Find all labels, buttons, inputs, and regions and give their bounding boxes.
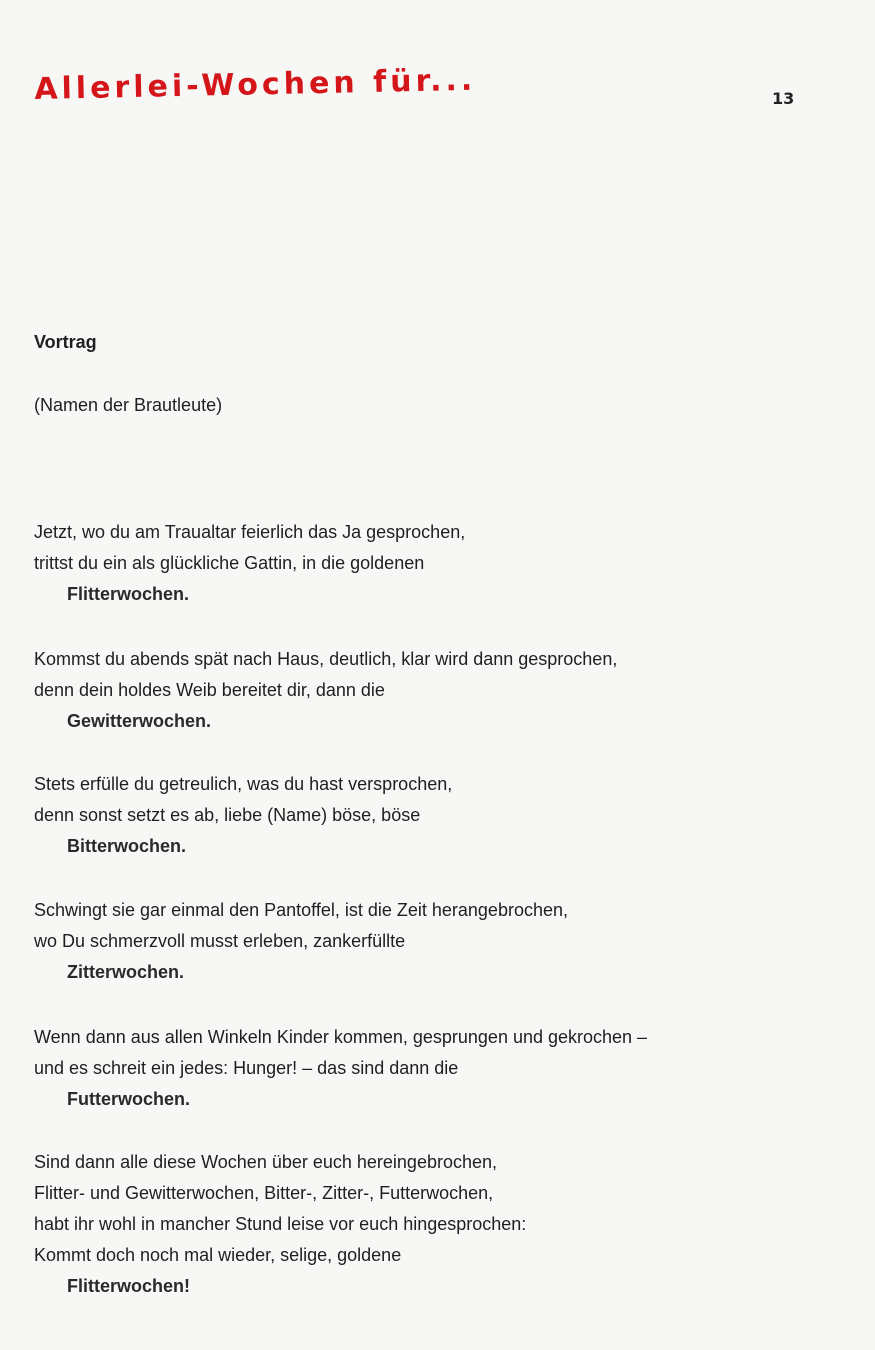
- highlight-word: Futterwochen.: [67, 1089, 191, 1109]
- verse-line: Flitter- und Gewitterwochen, Bitter-, Zitter-, Futterwochen,: [34, 1183, 494, 1203]
- verse-line: Wenn dann aus allen Winkeln Kinder kommen, gesprungen und gekrochen –: [34, 1027, 648, 1047]
- names-note: (Namen der Brautleute): [34, 395, 223, 415]
- stanza-4: [34, 895, 734, 988]
- verse-line: Kommt doch noch mal wieder, selige, goldene: [34, 1245, 402, 1265]
- stanza-1: [34, 517, 734, 610]
- stanza-3: [34, 769, 734, 862]
- stanza-5: [34, 1022, 734, 1115]
- verse-line: denn sonst setzt es ab, liebe (Name) böse, böse: [34, 805, 421, 825]
- verse-line: trittst du ein als glückliche Gattin, in die goldenen: [34, 553, 425, 573]
- stanza-2: [34, 644, 734, 737]
- highlight-word: Gewitterwochen.: [67, 711, 212, 731]
- highlight-word: Bitterwochen.: [67, 836, 187, 856]
- verse-line: wo Du schmerzvoll musst erleben, zankerfüllte: [34, 931, 406, 951]
- verse-line: Sind dann alle diese Wochen über euch hereingebrochen,: [34, 1152, 497, 1172]
- page-number: 13: [772, 89, 795, 108]
- verse-line: denn dein holdes Weib bereitet dir, dann die: [34, 680, 385, 700]
- verse-line: habt ihr wohl in mancher Stund leise vor euch hingesprochen:: [34, 1214, 527, 1234]
- verse-line: und es schreit ein jedes: Hunger! – das sind dann die: [34, 1058, 459, 1078]
- page-title: Allerlei-Wochen für...: [34, 62, 477, 107]
- verse-line: Schwingt sie gar einmal den Pantoffel, ist die Zeit herangebrochen,: [34, 900, 568, 920]
- verse-line: Kommst du abends spät nach Haus, deutlich, klar wird dann gesprochen,: [34, 649, 618, 669]
- section-label: Vortrag: [34, 332, 97, 352]
- highlight-word: Flitterwochen.: [67, 584, 190, 604]
- highlight-word: Zitterwochen.: [67, 962, 185, 982]
- stanza-6: [34, 1147, 734, 1302]
- highlight-word: Flitterwochen!: [67, 1276, 191, 1296]
- verse-line: Jetzt, wo du am Traualtar feierlich das Ja gesprochen,: [34, 522, 466, 542]
- verse-line: Stets erfülle du getreulich, was du hast versprochen,: [34, 774, 453, 794]
